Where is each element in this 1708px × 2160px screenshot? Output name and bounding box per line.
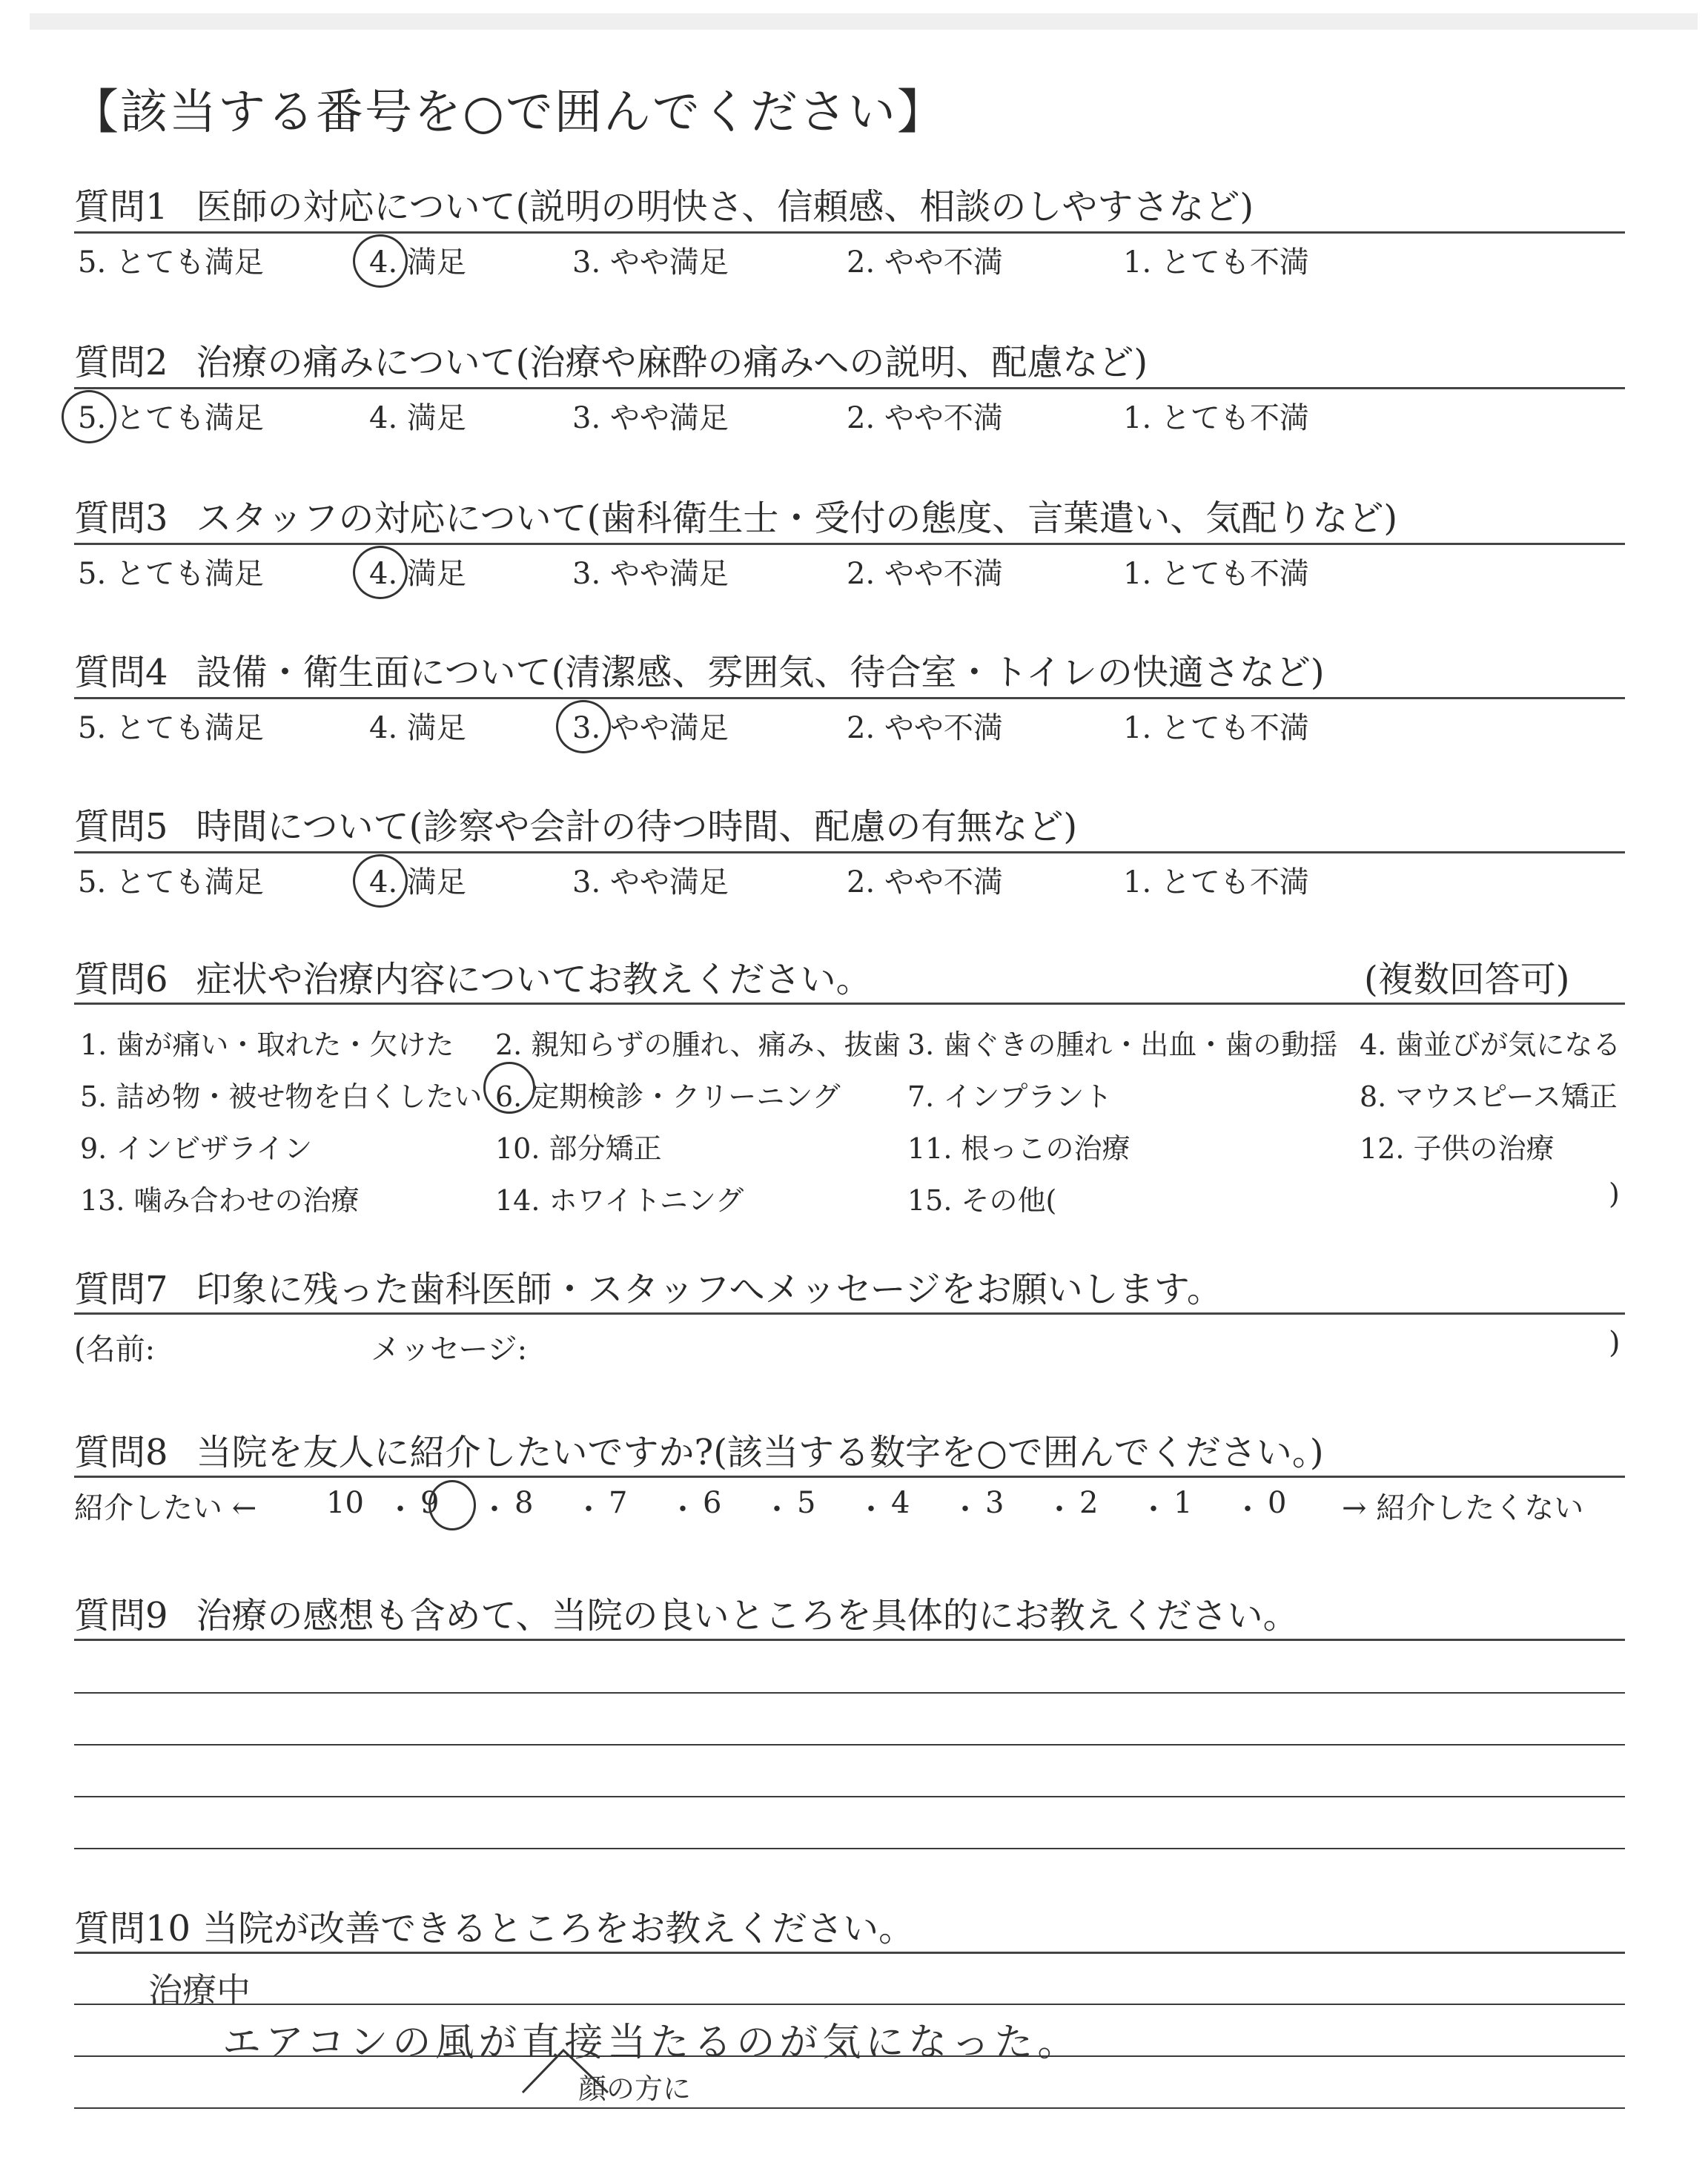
q8-scale-0[interactable]: 0 [1268,1486,1287,1520]
q6-circle-mark [483,1062,535,1114]
q1-option-1[interactable]: 1. とても不満 [1123,245,1309,280]
q6-option-3[interactable]: 3. 歯ぐきの腫れ・出血・歯の動揺 [907,1028,1338,1061]
q5-option-1[interactable]: 1. とても不満 [1123,865,1309,899]
q1-option-4[interactable]: 4. 満足 [369,245,466,280]
q6-multiple-note: (複数回答可) [1364,959,1570,1000]
q10-answer-line [74,2004,1625,2005]
q6-option-13[interactable]: 13. 噛み合わせの治療 [80,1184,360,1217]
q8-scale-4[interactable]: 4 [891,1486,910,1520]
q6-option-5[interactable]: 5. 詰め物・被せ物を白くしたい [80,1080,483,1113]
q8-scale-3[interactable]: 3 [985,1486,1004,1520]
q2-option-1[interactable]: 1. とても不満 [1123,401,1309,435]
q3-option-5[interactable]: 5. とても満足 [78,557,264,591]
q7-message-label: メッセージ: [371,1332,528,1367]
q8-number: 質問8 [74,1432,168,1473]
q7-title: 印象に残った歯科医師・スタッフへメッセージをお願いします。 [196,1269,1222,1310]
scan-top-band [30,13,1698,30]
q6-option-15[interactable]: 15. その他( [907,1184,1057,1217]
q1-option-5[interactable]: 5. とても満足 [78,245,264,280]
q8-scale-separator: ・ [950,1493,980,1527]
q8-scale-separator: ・ [1139,1493,1168,1527]
q5-title: 時間について(診察や会計の待つ時間、配慮の有無など) [196,806,1078,848]
q6-option-1[interactable]: 1. 歯が痛い・取れた・欠けた [80,1028,454,1061]
q8-scale-separator: ・ [480,1493,509,1527]
q3-option-3[interactable]: 3. やや満足 [572,557,729,591]
q10-answer-line [74,2107,1625,2109]
q1-title-row [74,178,1254,229]
q8-scale-1[interactable]: 1 [1174,1486,1193,1520]
q4-title: 設備・衛生面について(清潔感、雰囲気、待合室・トイレの快適さなど) [196,652,1325,693]
q2-option-2[interactable]: 2. やや不満 [847,401,1003,435]
q7-number: 質問7 [74,1269,168,1310]
q6-option-11[interactable]: 11. 根っこの治療 [907,1132,1131,1165]
q2-title: 治療の痛みについて(治療や麻酔の痛みへの説明、配慮など) [196,342,1148,383]
q4-option-3[interactable]: 3. やや満足 [572,711,729,745]
q8-scale-separator: ・ [668,1493,698,1527]
q3-option-4[interactable]: 4. 満足 [369,557,466,591]
q8-scale-9[interactable]: 9 [420,1486,440,1520]
q5-circle-mark [353,854,408,908]
q8-scale-7[interactable]: 7 [609,1486,628,1520]
q5-option-2[interactable]: 2. やや不満 [847,865,1003,899]
q6-other-close-paren: ) [1609,1178,1620,1210]
q4-option-4[interactable]: 4. 満足 [369,711,466,745]
q6-rule [74,1003,1625,1005]
q8-scale-8[interactable]: 8 [514,1486,534,1520]
q10-title-row [74,1900,914,1951]
q6-option-8[interactable]: 8. マウスピース矯正 [1360,1080,1618,1113]
q4-number: 質問4 [74,652,168,693]
q2-title-row [74,334,1148,385]
q9-answer-line [74,1692,1625,1694]
q1-circle-mark [353,234,408,288]
q5-rule [74,851,1625,853]
q1-number: 質問1 [74,186,168,228]
q9-number: 質問9 [74,1595,168,1636]
q9-answer-line [74,1796,1625,1797]
q6-option-14[interactable]: 14. ホワイトニング [495,1184,744,1217]
q8-rule [74,1476,1625,1478]
q2-circle-mark [62,390,116,443]
q7-close-paren: ) [1609,1326,1621,1360]
q8-scale-10[interactable]: 10 [326,1486,364,1520]
q3-option-2[interactable]: 2. やや不満 [847,557,1003,591]
q8-scale-2[interactable]: 2 [1079,1486,1099,1520]
q5-title-row [74,798,1077,849]
q8-title-row [74,1424,1324,1475]
q1-option-3[interactable]: 3. やや満足 [572,245,729,280]
q6-option-7[interactable]: 7. インプラント [907,1080,1113,1113]
q3-number: 質問3 [74,498,168,539]
q7-name-label: (名前: [74,1332,156,1367]
q3-rule [74,543,1625,545]
q4-option-2[interactable]: 2. やや不満 [847,711,1003,745]
q4-circle-mark [556,700,611,753]
q5-option-3[interactable]: 3. やや満足 [572,865,729,899]
q8-right-label: → 紹介したくない [1342,1491,1584,1525]
q2-rule [74,387,1625,389]
q3-title: スタッフの対応について(歯科衛生士・受付の態度、言葉遣い、気配りなど) [196,498,1398,539]
q8-scale-separator: ・ [762,1493,792,1527]
q8-title: 当院を友人に紹介したいですか?(該当する数字を○で囲んでください。) [196,1432,1324,1473]
q6-option-9[interactable]: 9. インビザライン [80,1132,313,1165]
q10-title: 当院が改善できるところをお教えください。 [202,1908,915,1949]
q1-title: 医師の対応について(説明の明快さ、信頼感、相談のしやすさなど) [196,186,1254,228]
q3-circle-mark [353,546,408,599]
q9-rule [74,1639,1625,1641]
q2-option-5[interactable]: 5. とても満足 [78,401,264,435]
q10-rule [74,1952,1625,1954]
q7-title-row [74,1261,1222,1312]
q8-scale-separator: ・ [1233,1493,1262,1527]
form-instruction-heading: 【該当する番号を○で囲んでください】 [71,85,946,140]
q1-option-2[interactable]: 2. やや不満 [847,245,1003,280]
q8-scale-separator: ・ [856,1493,886,1527]
q2-option-4[interactable]: 4. 満足 [369,401,466,435]
q9-answer-line [74,1744,1625,1745]
q7-rule [74,1312,1625,1315]
q6-option-4[interactable]: 4. 歯並びが気になる [1360,1028,1621,1061]
q8-circle-mark [428,1480,476,1530]
q2-number: 質問2 [74,342,168,383]
q4-option-5[interactable]: 5. とても満足 [78,711,264,745]
q4-option-1[interactable]: 1. とても不満 [1123,711,1309,745]
q6-title: 症状や治療内容についてお教えください。 [196,959,872,1000]
q9-title-row [74,1587,1299,1638]
q5-option-5[interactable]: 5. とても満足 [78,865,264,899]
q4-title-row [74,644,1325,695]
q10-handwritten-note-1: 治療中 [148,1970,251,2010]
q8-scale-6[interactable]: 6 [703,1486,722,1520]
q4-rule [74,697,1625,699]
q3-option-1[interactable]: 1. とても不満 [1123,557,1309,591]
q3-title-row [74,489,1397,541]
q8-left-label: 紹介したい ← [74,1491,257,1525]
q8-scale-separator: ・ [385,1493,415,1527]
q6-title-row [74,951,872,1002]
q9-title: 治療の感想も含めて、当院の良いところを具体的にお教えください。 [196,1595,1299,1636]
q10-number: 質問10 [74,1908,191,1949]
q6-option-6[interactable]: 6. 定期検診・クリーニング [495,1080,841,1113]
q2-option-3[interactable]: 3. やや満足 [572,401,729,435]
q6-option-12[interactable]: 12. 子供の治療 [1360,1132,1555,1165]
q8-scale-separator: ・ [1045,1493,1074,1527]
q1-rule [74,231,1625,234]
q8-scale-separator: ・ [574,1493,603,1527]
q9-answer-line [74,1848,1625,1849]
q10-handwritten-note-2: エアコンの風が直接当たるのが気になった。 [222,2021,1081,2065]
q6-option-2[interactable]: 2. 親知らずの腫れ、痛み、抜歯 [495,1028,901,1061]
q10-handwritten-insert: 顔の方に [578,2073,692,2105]
q6-number: 質問6 [74,959,168,1000]
q5-number: 質問5 [74,806,168,848]
q6-option-10[interactable]: 10. 部分矯正 [495,1132,662,1165]
q5-option-4[interactable]: 4. 満足 [369,865,466,899]
q8-scale-5[interactable]: 5 [797,1486,816,1520]
